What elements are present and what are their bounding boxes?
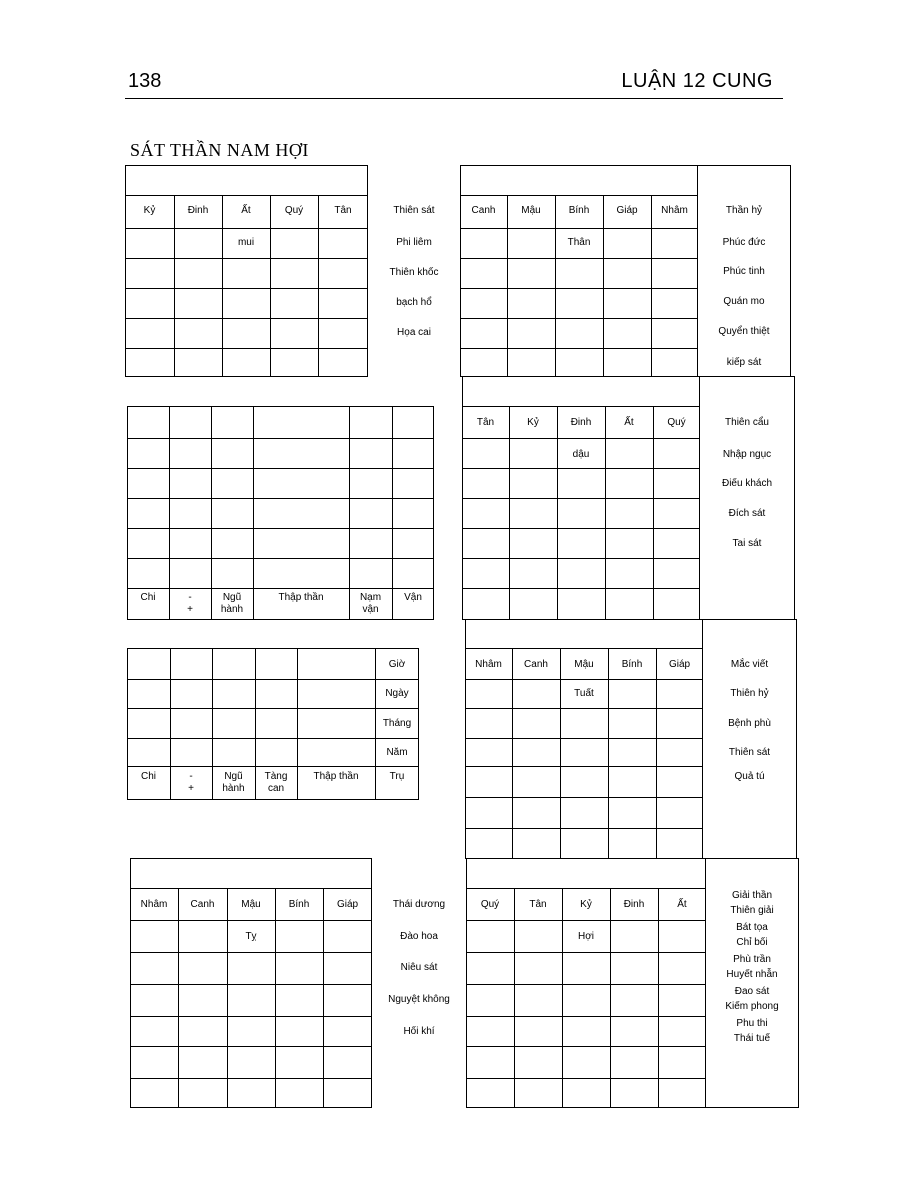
b1-left-line <box>270 195 271 377</box>
b1-left-header: Tân <box>334 205 352 216</box>
b4-right-side-item: Giải thần <box>731 890 773 901</box>
b4-left-cell: Tỵ <box>245 931 257 942</box>
b4-left-line <box>178 888 179 1108</box>
b1-right-cell: Thân <box>567 237 591 248</box>
b4-left-line <box>323 888 324 1108</box>
b2-left-line <box>127 438 434 439</box>
b3-right-side-item: Bệnh phù <box>728 718 771 729</box>
b3-right-header: Mậu <box>574 659 594 670</box>
b3-right-cell: Tuất <box>574 688 594 699</box>
b1-right-table <box>460 165 698 377</box>
b1-left-side-item: Họa cai <box>397 327 431 338</box>
b1-right-line <box>460 195 698 196</box>
b1-left-cell: mui <box>237 237 255 248</box>
b3-footer-thap-than: Thập thần <box>313 771 359 782</box>
b2-footer-van: vận <box>362 604 379 615</box>
b2-left-line <box>349 406 350 620</box>
b4-right-line <box>610 888 611 1108</box>
b2-right-line <box>462 558 700 559</box>
b2-footer-chi: Chi <box>140 592 156 603</box>
b2-left-line <box>211 406 212 620</box>
b3-right-line <box>465 828 703 829</box>
b4-middle-side-item: Hối khí <box>403 1026 435 1037</box>
b1-right-line <box>651 195 652 377</box>
b1-left-line <box>174 195 175 377</box>
b4-left-line <box>130 920 372 921</box>
b1-right-header: Canh <box>471 205 496 216</box>
b4-right-side-item: Thiên giải <box>730 905 774 916</box>
b2-left-line <box>169 406 170 620</box>
b4-right-side-item: Kiếm phong <box>725 1001 779 1012</box>
b2-footer-sign-plus: + <box>187 604 193 615</box>
b4-right-header: Tân <box>529 899 547 910</box>
b2-footer-van-col: Vận <box>404 592 422 603</box>
b2-left-line <box>127 588 434 589</box>
b4-right-table <box>466 858 706 1108</box>
b3-right-table <box>465 619 703 859</box>
b1-left-line <box>125 288 368 289</box>
b2-right-line <box>462 438 700 439</box>
b4-left-header: Bính <box>288 899 310 910</box>
b2-right-line <box>462 406 700 407</box>
b1-left-header: Ất <box>241 205 251 216</box>
b4-left-line <box>227 888 228 1108</box>
b3-footer-sign-plus: + <box>188 783 194 794</box>
b4-middle-side-item: Đào hoa <box>400 931 438 942</box>
b1-right-line <box>460 288 698 289</box>
b1-left-header: Quý <box>284 205 304 216</box>
b1-right-line <box>460 348 698 349</box>
b2-right-line <box>462 588 700 589</box>
b2-right-side-item: Điếu khách <box>721 478 773 489</box>
b4-left-line <box>130 952 372 953</box>
b1-left-line <box>125 195 368 196</box>
b1-right-header: Nhâm <box>661 205 688 216</box>
b2-right-side-item: Nhập ngục <box>722 449 772 460</box>
b2-right-header: Tân <box>476 417 495 428</box>
header-rule <box>125 98 783 99</box>
b2-footer-nam: Nạm <box>359 592 382 603</box>
b1-left-table <box>125 165 368 377</box>
b1-left-line <box>318 195 319 377</box>
b4-right-side-item: Phu thi <box>736 1018 768 1029</box>
b4-left-header: Giáp <box>336 899 359 910</box>
b4-left-header: Canh <box>190 899 215 910</box>
b3-right-header: Nhâm <box>475 659 502 670</box>
b1-right-line <box>460 258 698 259</box>
b4-right-line <box>466 1078 706 1079</box>
b4-right-line <box>466 1016 706 1017</box>
b2-right-header: Đinh <box>570 417 592 428</box>
b4-right-cell: Hợi <box>577 931 594 942</box>
b2-right-line <box>509 406 510 620</box>
b3-footer-hanh: hành <box>222 783 245 794</box>
b2-right-side-item: Thiên cẩu <box>725 417 769 428</box>
b3-footer-tang: Tàng <box>264 771 288 782</box>
b2-left-line <box>127 528 434 529</box>
b3-right-header: Giáp <box>668 659 691 670</box>
b4-right-header: Ất <box>677 899 687 910</box>
b4-left-line <box>130 1016 372 1017</box>
b2-left-line <box>127 498 434 499</box>
b1-right-side-item: kiếp sát <box>726 357 762 368</box>
b3-right-line <box>608 648 609 859</box>
b3-footer-can: can <box>267 783 285 794</box>
b4-right-line <box>562 888 563 1108</box>
b4-left-table <box>130 858 372 1108</box>
b2-right-header: Ất <box>624 417 634 428</box>
b4-right-header: Đinh <box>623 899 645 910</box>
b4-right-line <box>466 952 706 953</box>
b1-right-line <box>460 228 698 229</box>
b3-footer-ngu: Ngũ <box>224 771 243 782</box>
b4-left-line <box>130 888 372 889</box>
b3-row-label: Năm <box>386 747 408 758</box>
b3-row-label: Ngày <box>385 688 409 699</box>
b1-left-line <box>125 228 368 229</box>
b4-left-line <box>275 888 276 1108</box>
b1-right-side-item: Phúc đức <box>722 237 766 248</box>
b2-right-line <box>462 528 700 529</box>
b1-right-side-item: Quán mo <box>723 296 765 307</box>
b1-left-line <box>125 258 368 259</box>
b4-left-header: Nhâm <box>140 899 168 910</box>
b1-right-line <box>507 195 508 377</box>
b2-left-line <box>392 406 393 620</box>
b1-left-side-item: bạch hổ <box>396 297 432 308</box>
b3-right-line <box>465 679 703 680</box>
b3-right-line <box>560 648 561 859</box>
b2-footer-ngu: Ngũ <box>222 592 242 603</box>
b3-right-line <box>656 648 657 859</box>
b2-right-line <box>557 406 558 620</box>
b4-right-side-item: Huyết nhẫn <box>726 969 778 980</box>
b4-right-line <box>658 888 659 1108</box>
b4-right-side-item: Thái tuế <box>733 1033 771 1044</box>
b2-right-line <box>462 468 700 469</box>
b1-right-line <box>460 318 698 319</box>
b3-right-side-item: Thiên sát <box>728 747 771 758</box>
b3-right-side-box <box>702 619 797 859</box>
b3-right-line <box>465 766 703 767</box>
b4-right-line <box>466 1046 706 1047</box>
b3-right-line <box>465 708 703 709</box>
b1-left-side-item: Thiên sát <box>393 205 435 216</box>
b4-right-line <box>466 888 706 889</box>
b1-right-side-item: Thần hỷ <box>725 205 763 216</box>
b1-right-header: Bính <box>568 205 590 216</box>
b4-right-line <box>466 920 706 921</box>
b4-right-side-item: Chỉ bối <box>736 937 768 948</box>
b4-right-header: Kỷ <box>580 899 592 910</box>
b3-right-side-item: Mắc viết <box>730 659 769 670</box>
b1-left-header: Đinh <box>187 205 209 216</box>
b2-footer-thap-than: Thập thần <box>278 592 324 603</box>
b4-right-side-item: Đao sát <box>734 986 770 997</box>
b4-middle-side-item: Thái dương <box>392 899 446 910</box>
b4-left-header: Mậu <box>241 899 261 910</box>
b1-left-side-item: Phi liêm <box>396 237 432 248</box>
page-number: 138 <box>128 70 162 92</box>
b2-right-line <box>653 406 654 620</box>
b4-middle-side-item: Nguyệt không <box>388 994 450 1005</box>
b3-row-label: Giờ <box>388 659 406 670</box>
b3-right-line <box>512 648 513 859</box>
b2-footer-sign-minus: - <box>188 592 192 603</box>
b2-right-line <box>462 498 700 499</box>
b3-right-line <box>465 797 703 798</box>
b1-left-header: Kỷ <box>143 205 156 216</box>
b3-row-label: Trụ <box>389 771 405 782</box>
b1-left-line <box>125 318 368 319</box>
b1-right-header: Giáp <box>616 205 638 216</box>
b3-footer-chi: Chi <box>140 771 156 782</box>
b2-right-header: Kỷ <box>527 417 539 428</box>
b1-right-side-item: Phúc tinh <box>723 266 765 277</box>
b4-right-line <box>466 984 706 985</box>
b1-left-line <box>222 195 223 377</box>
b3-footer-sign-minus: - <box>189 771 193 782</box>
section-title: SÁT THẦN NAM HỢI <box>130 140 309 160</box>
b2-left-line <box>253 406 254 620</box>
b4-right-side-item: Phù trần <box>733 954 771 965</box>
b4-left-line <box>130 984 372 985</box>
b1-right-header: Mậu <box>521 205 541 216</box>
b4-left-line <box>130 1078 372 1079</box>
b2-left-line <box>127 468 434 469</box>
b1-right-line <box>603 195 604 377</box>
b1-right-side-item: Quyển thiệt <box>718 326 770 337</box>
b2-right-side-item: Đích sát <box>728 508 766 519</box>
b3-right-header: Canh <box>524 659 548 670</box>
b2-right-cell: dậu <box>572 449 590 460</box>
b3-right-side-item: Quả tú <box>734 771 765 782</box>
b2-left-line <box>127 558 434 559</box>
b3-row-label: Tháng <box>382 718 412 729</box>
running-title: LUẬN 12 CUNG <box>621 70 773 92</box>
b2-right-side-item: Tai sát <box>732 538 762 549</box>
b3-right-line <box>465 648 703 649</box>
b2-right-side-box <box>699 376 795 620</box>
b3-right-header: Bính <box>621 659 643 670</box>
b1-left-side-item: Thiên khốc <box>389 267 439 278</box>
b4-right-side-item: Bát tọa <box>736 922 768 933</box>
b3-right-line <box>465 738 703 739</box>
b4-right-line <box>514 888 515 1108</box>
b3-right-side-item: Thiên hỷ <box>730 688 769 699</box>
b4-left-line <box>130 1046 372 1047</box>
b1-right-line <box>555 195 556 377</box>
b4-middle-side-item: Niêu sát <box>400 962 438 973</box>
b2-footer-hanh: hành <box>220 604 244 615</box>
b2-right-header: Quý <box>667 417 686 428</box>
b2-right-line <box>605 406 606 620</box>
b4-right-header: Quý <box>480 899 500 910</box>
b1-left-line <box>125 348 368 349</box>
